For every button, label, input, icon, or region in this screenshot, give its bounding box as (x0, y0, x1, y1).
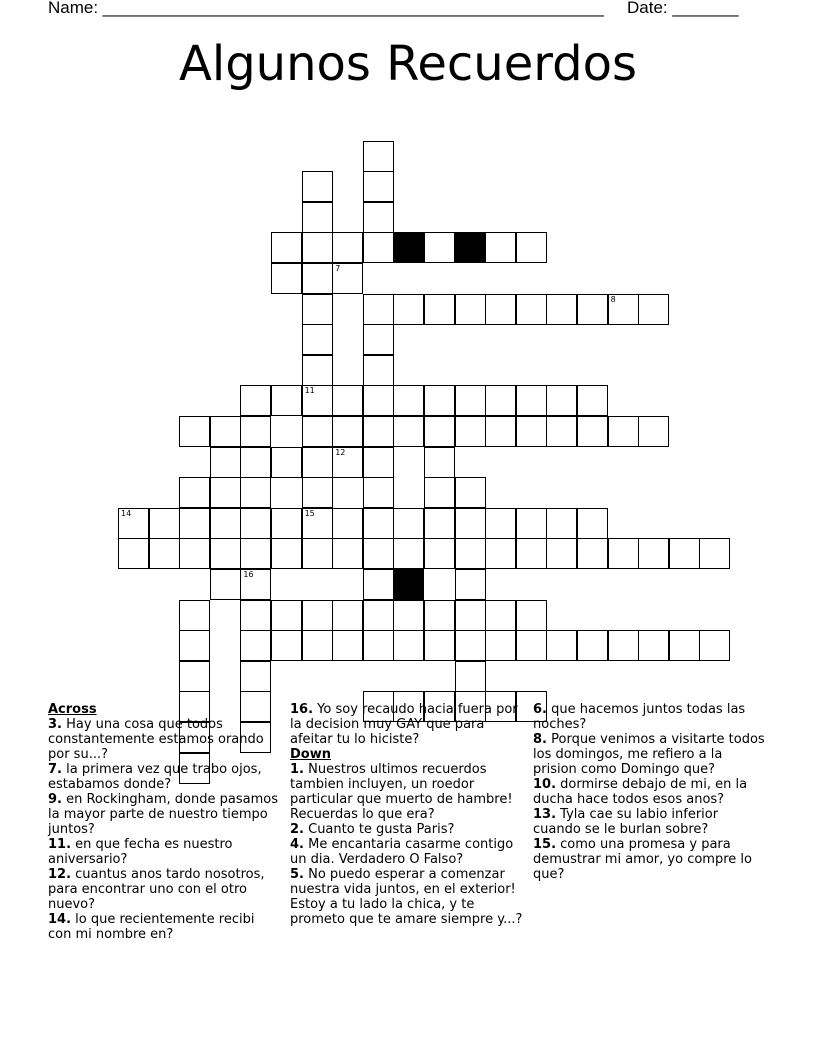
grid-cell[interactable] (271, 232, 302, 263)
page-title: Algunos Recuerdos (179, 36, 637, 92)
grid-cell[interactable] (271, 538, 302, 569)
grid-cell[interactable] (240, 416, 271, 447)
grid-cell[interactable] (455, 294, 486, 325)
grid-cell[interactable] (516, 294, 547, 325)
grid-cell[interactable] (393, 600, 424, 631)
grid-cell[interactable] (516, 600, 547, 631)
grid-cell[interactable] (577, 416, 608, 447)
grid-cell[interactable] (363, 355, 394, 386)
grid-cell[interactable] (393, 630, 424, 661)
clue-number: 14 (121, 508, 132, 518)
clue-number: 12 (335, 447, 346, 457)
grid-cell[interactable] (485, 508, 516, 539)
grid-cell[interactable] (363, 232, 394, 263)
clue-across-14: 14. lo que recientemente recibi con mi nombre en? (48, 912, 255, 942)
grid-cell[interactable] (546, 416, 577, 447)
grid-cell[interactable] (485, 232, 516, 263)
grid-cell[interactable] (210, 416, 241, 447)
grid-cell[interactable] (546, 294, 577, 325)
grid-cell[interactable] (302, 538, 333, 569)
grid-cell[interactable] (455, 630, 486, 661)
grid-cell[interactable] (424, 232, 455, 263)
grid-cell[interactable] (455, 538, 486, 569)
clue-down-13: 13. Tyla cae su labio inferior cuando se le burlan sobre? (533, 807, 719, 837)
grid-cell[interactable] (332, 630, 363, 661)
grid-cell[interactable] (455, 385, 486, 416)
grid-cell[interactable] (577, 385, 608, 416)
grid-cell[interactable] (240, 661, 271, 692)
clue-number: 16 (243, 570, 254, 579)
grid-cell[interactable] (179, 600, 210, 631)
grid-cell[interactable] (179, 661, 210, 692)
clues-column-3 (533, 702, 765, 882)
grid-cell[interactable] (424, 416, 455, 447)
clue-across-9: 9. en Rockingham, donde pasamos la mayor parte de nuestro tiempo juntos? (48, 792, 278, 837)
grid-cell[interactable] (271, 447, 302, 478)
grid-cell[interactable] (516, 232, 547, 263)
grid-cell[interactable] (363, 569, 394, 600)
grid-cell[interactable] (332, 600, 363, 631)
grid-cell[interactable] (699, 630, 730, 661)
grid-cell[interactable] (332, 508, 363, 539)
grid-cell[interactable] (332, 447, 363, 478)
black-square (393, 232, 424, 263)
clue-across-7: 7. la primera vez que trabo ojos, estabamos donde? (48, 762, 262, 792)
grid-cell[interactable] (240, 600, 271, 631)
grid-cell[interactable] (179, 508, 210, 539)
grid-cell[interactable] (302, 508, 333, 539)
clue-down-1: 1. Nuestros ultimos recuerdos tambien incluyen, un roedor particular que muerto de hambre! Recuerdas lo que era? (290, 762, 513, 822)
clues-column-2 (290, 702, 530, 927)
clue-across-16: 16. Yo soy recaudo hacia fuera por la decision muy GAY que para afeitar tu lo hiciste? (290, 702, 518, 747)
black-square (455, 232, 486, 263)
grid-cell[interactable] (546, 385, 577, 416)
grid-cell[interactable] (302, 447, 333, 478)
grid-cell[interactable] (149, 538, 180, 569)
grid-cell[interactable] (210, 538, 241, 569)
grid-cell[interactable] (455, 600, 486, 631)
date-field[interactable]: Date: _______ (627, 0, 739, 17)
grid-cell[interactable] (271, 630, 302, 661)
grid-cell[interactable] (240, 447, 271, 478)
grid-cell[interactable] (669, 538, 700, 569)
grid-cell[interactable] (516, 630, 547, 661)
grid-cell[interactable] (332, 263, 363, 294)
clue-number: 15 (304, 508, 315, 518)
grid-cell[interactable] (240, 538, 271, 569)
clue-down-15: 15. como una promesa y para demustrar mi amor, yo compre lo que? (533, 837, 752, 882)
grid-cell[interactable] (638, 294, 669, 325)
grid-cell[interactable] (210, 447, 241, 478)
grid-cell[interactable] (363, 600, 394, 631)
grid-cell[interactable] (455, 661, 486, 692)
grid-cell[interactable] (302, 202, 333, 233)
grid-cell[interactable] (455, 508, 486, 539)
grid-cell[interactable] (485, 385, 516, 416)
grid-cell[interactable] (179, 538, 210, 569)
grid-cell[interactable] (608, 630, 639, 661)
grid-cell[interactable] (516, 385, 547, 416)
name-field[interactable]: Name: _____________________________________________________ (48, 0, 604, 17)
grid-cell[interactable] (179, 416, 210, 447)
grid-cell[interactable] (271, 263, 302, 294)
grid-cell[interactable] (424, 600, 455, 631)
grid-cell[interactable] (332, 416, 363, 447)
grid-cell[interactable] (424, 294, 455, 325)
grid-cell[interactable] (363, 202, 394, 233)
grid-cell[interactable] (302, 294, 333, 325)
grid-cell[interactable] (302, 416, 333, 447)
grid-cell[interactable] (424, 447, 455, 478)
grid-cell[interactable] (363, 385, 394, 416)
grid-cell[interactable] (363, 324, 394, 355)
grid-cell[interactable] (363, 508, 394, 539)
grid-cell[interactable] (302, 477, 333, 508)
grid-cell[interactable] (363, 171, 394, 202)
grid-cell[interactable] (271, 385, 302, 416)
grid-cell[interactable] (240, 385, 271, 416)
clue-down-2: 2. Cuanto te gusta Paris? (290, 822, 455, 837)
grid-cell[interactable] (240, 508, 271, 539)
grid-cell[interactable] (302, 355, 333, 386)
grid-cell[interactable] (271, 508, 302, 539)
clue-number: 11 (304, 386, 315, 396)
grid-cell[interactable] (485, 416, 516, 447)
grid-cell[interactable] (424, 477, 455, 508)
grid-cell[interactable] (302, 263, 333, 294)
grid-cell[interactable] (699, 538, 730, 569)
grid-cell[interactable] (455, 477, 486, 508)
grid-cell[interactable] (638, 416, 669, 447)
grid-cell[interactable] (210, 477, 241, 508)
clue-down-8: 8. Porque venimos a visitarte todos los domingos, me refiero a la prision como Domingo que? (533, 732, 765, 777)
grid-cell[interactable] (363, 141, 394, 172)
grid-cell[interactable] (485, 294, 516, 325)
grid-cell[interactable] (363, 294, 394, 325)
grid-cell[interactable] (363, 538, 394, 569)
clue-down-4: 4. Me encantaria casarme contigo un dia. Verdadero O Falso? (290, 837, 514, 867)
grid-cell[interactable] (516, 416, 547, 447)
grid-cell[interactable] (577, 508, 608, 539)
black-square (393, 569, 424, 600)
grid-cell[interactable] (179, 477, 210, 508)
grid-cell[interactable] (669, 630, 700, 661)
grid-cell[interactable] (485, 538, 516, 569)
grid-cell[interactable] (393, 416, 424, 447)
grid-cell[interactable] (302, 385, 333, 416)
grid-cell[interactable] (424, 508, 455, 539)
grid-cell[interactable] (332, 538, 363, 569)
grid-cell[interactable] (608, 416, 639, 447)
clue-across-3: 3. Hay una cosa que todos constantemente estamos orando por su...? (48, 717, 264, 762)
grid-cell[interactable] (577, 294, 608, 325)
grid-cell[interactable] (271, 600, 302, 631)
grid-cell[interactable] (485, 630, 516, 661)
grid-cell[interactable] (393, 385, 424, 416)
grid-cell[interactable] (363, 447, 394, 478)
clue-across-11: 11. en que fecha es nuestro aniversario? (48, 837, 233, 867)
grid-cell[interactable] (302, 600, 333, 631)
grid-cell[interactable] (302, 630, 333, 661)
grid-cell[interactable] (455, 416, 486, 447)
clue-down-6: 6. que hacemos juntos todas las noches? (533, 702, 746, 732)
grid-cell[interactable] (608, 538, 639, 569)
grid-cell[interactable] (424, 630, 455, 661)
grid-cell[interactable] (118, 538, 149, 569)
grid-cell[interactable] (516, 538, 547, 569)
grid-cell[interactable] (363, 630, 394, 661)
grid-cell[interactable] (516, 508, 547, 539)
grid-cell[interactable] (424, 385, 455, 416)
grid-cell[interactable] (485, 600, 516, 631)
clues-column-1 (48, 702, 280, 942)
grid-cell[interactable] (149, 508, 180, 539)
clue-across-12: 12. cuantus anos tardo nosotros, para encontrar uno con el otro nuevo? (48, 867, 265, 912)
grid-cell[interactable] (638, 538, 669, 569)
grid-cell[interactable] (332, 385, 363, 416)
grid-cell[interactable] (332, 232, 363, 263)
grid-cell[interactable] (210, 569, 241, 600)
grid-cell[interactable] (546, 538, 577, 569)
across-heading: Across (48, 702, 97, 717)
grid-cell[interactable] (455, 569, 486, 600)
grid-cell[interactable] (363, 416, 394, 447)
grid-cell[interactable] (118, 508, 149, 539)
grid-cell[interactable] (638, 630, 669, 661)
clue-number: 7 (335, 264, 341, 273)
grid-cell[interactable] (577, 630, 608, 661)
grid-cell[interactable] (179, 630, 210, 661)
grid-cell[interactable] (393, 538, 424, 569)
clue-number: 8 (610, 294, 616, 304)
grid-cell[interactable] (302, 232, 333, 263)
clue-down-5: 5. No puedo esperar a comenzar nuestra vida juntos, en el exterior! Estoy a tu lado la chica, y te prometo que te amare siempre y...? (290, 867, 523, 927)
grid-cell[interactable] (546, 508, 577, 539)
grid-cell[interactable] (210, 508, 241, 539)
grid-cell[interactable] (240, 630, 271, 661)
grid-cell[interactable] (577, 538, 608, 569)
grid-cell[interactable] (240, 477, 271, 508)
grid-cell[interactable] (302, 171, 333, 202)
grid-cell[interactable] (363, 477, 394, 508)
grid-cell[interactable] (424, 538, 455, 569)
grid-cell[interactable] (240, 569, 271, 600)
grid-cell[interactable] (393, 294, 424, 325)
grid-cell[interactable] (608, 294, 639, 325)
grid-cell[interactable] (546, 630, 577, 661)
clue-down-10: 10. dormirse debajo de mi, en la ducha hace todos esos anos? (533, 777, 748, 807)
grid-cell[interactable] (302, 324, 333, 355)
grid-cell[interactable] (393, 508, 424, 539)
down-heading: Down (290, 747, 331, 762)
